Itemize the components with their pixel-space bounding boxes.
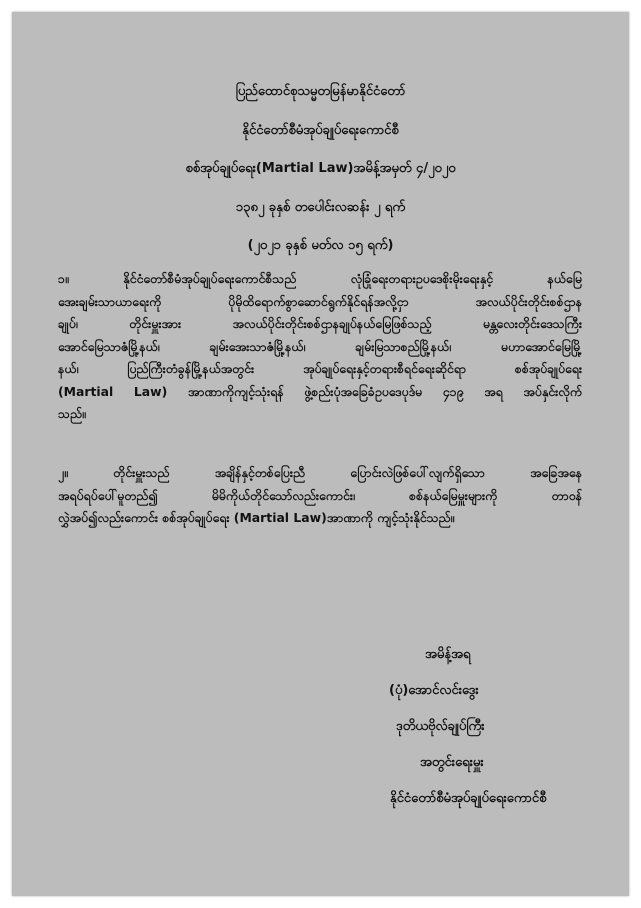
paragraph-1-line: နယ်၊ ပြည်ကြီးတံခွန်မြို့နယ်အတွင်း အုပ်ချုပ်ရေးနှင့်တရားစီရင်ရေးဆိုင်ရာ စစ်အုပ်ချုပ်ရေး [58, 361, 582, 376]
signature-signer-name: (ပုံ)အောင်လင်းဒွေး [389, 683, 479, 698]
header-gregorian-date: (၂၀၂၁ ခုနှစ် မတ်လ ၁၅ ရက်) [247, 238, 394, 253]
paragraph-1-line: အောင်မြေသာဇံမြို့နယ်၊ ချမ်းအေးသာဇံမြို့နယ်၊ ချမ်းမြသာစည်မြို့နယ်၊ မဟာအောင်မြေမြို့ [58, 338, 582, 354]
paragraph-1 [58, 268, 582, 426]
paragraph-2-line: ၂။ တိုင်းမှူးသည် အချိန်နှင့်တစ်ပြေးညီ ပြောင်းလဲဖြစ်ပေါ်လျက်ရှိသော အခြေအနေ [58, 465, 582, 480]
header-council-name: နိုင်ငံတော်စီမံအုပ်ချုပ်ရေးကောင်စီ [242, 123, 399, 138]
paragraph-2-line: လွှဲအပ်၍လည်းကောင်း စစ်အုပ်ချုပ်ရေး (Martial Law)အာဏာကို ကျင့်သုံးနိုင်သည်။ [58, 510, 455, 525]
paragraph-1-line: ၁။ နိုင်ငံတော်စီမံအုပ်ချုပ်ရေးကောင်စီသည် လုံခြုံရေးတရားဥပဒေစိုးမိုးရေးနှင့် နယ်မြေ [58, 271, 582, 286]
paragraph-2-line: အရပ်ရပ်ပေါ်မူတည်၍ မိမိကိုယ်တိုင်သော်လည်းကောင်း၊ စစ်နယ်မြေမှူးများကို တာဝန် [58, 487, 582, 503]
signature-rank: ဒုတိယဗိုလ်ချုပ်ကြီး [396, 719, 485, 734]
document-page [12, 12, 629, 896]
signature-council: နိုင်ငံတော်စီမံအုပ်ချုပ်ရေးကောင်စီ [390, 791, 547, 806]
signature-by-order: အမိန့်အရ [425, 647, 471, 662]
paragraph-1-line: ချုပ်၊ တိုင်းမှူးအား အလယ်ပိုင်းတိုင်းစစ်ဌာနချုပ်နယ်မြေဖြစ်သည့် မန္တလေးတိုင်းဒေသကြီး [58, 316, 582, 331]
paragraph-2 [58, 462, 582, 530]
paragraph-1-line: သည်။ [58, 406, 86, 421]
header-myanmar-date: ၁၃၈၂ ခုနှစ် တပေါင်းလဆန်း ၂ ရက် [235, 200, 406, 215]
signature-title: အတွင်းရေးမှူး [420, 755, 484, 770]
header-country-name: ပြည်ထောင်စုသမ္မတမြန်မာနိုင်ငံတော် [235, 84, 406, 99]
paragraph-1-line: (Martial Law) အာဏာကိုကျင့်သုံးရန် ဖွဲ့စည်းပုံအခြေခံဥပဒေပုဒ်မ ၄၁၉ အရ အပ်နှင်းလိုက် [58, 383, 582, 399]
paragraph-1-line: အေးချမ်းသာယာရေးကို ပိုမိုထိရောက်စွာဆောင်ရွက်နိုင်ရန်အလို့ငှာ အလယ်ပိုင်းတိုင်းစစ်ဌာန [58, 293, 582, 309]
header-order-number: စစ်အုပ်ချုပ်ရေး(Martial Law)အမိန့်အမှတ် ၄/၂၀၂၀ [185, 161, 456, 176]
